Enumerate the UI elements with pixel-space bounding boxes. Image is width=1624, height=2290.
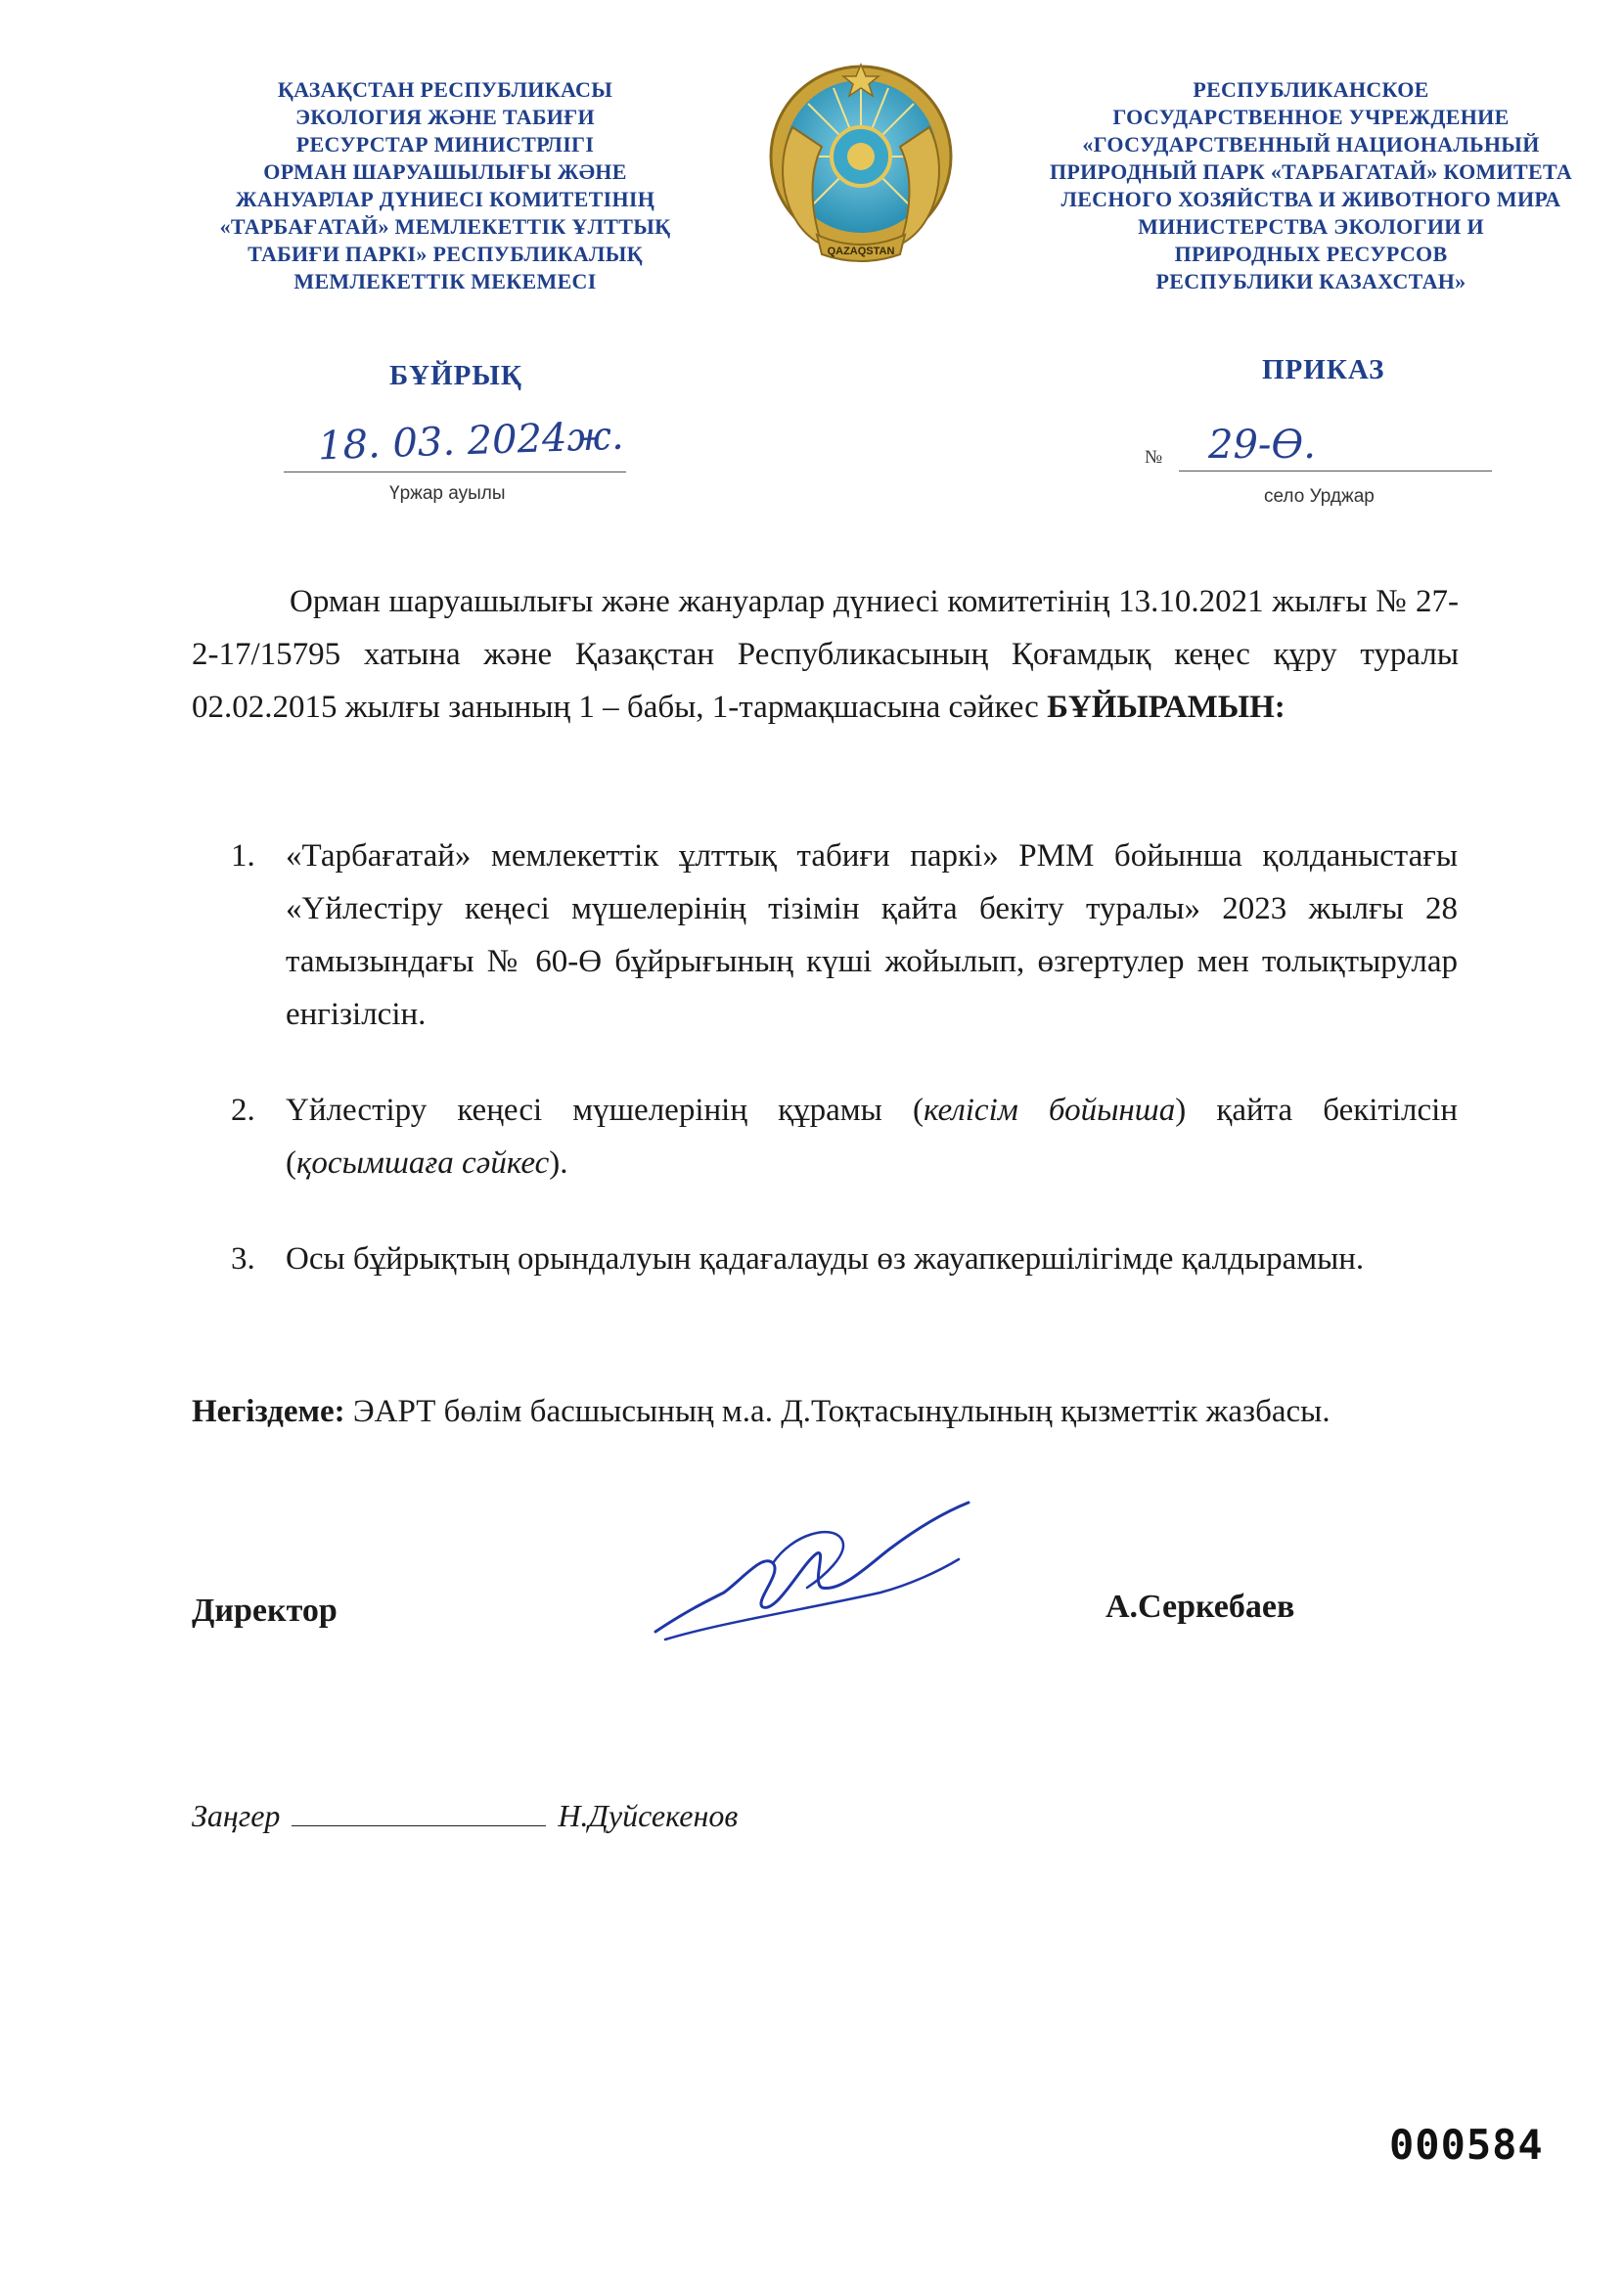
- basis-paragraph: [192, 1385, 1459, 1438]
- basis-label: Негіздеме:: [192, 1394, 345, 1429]
- lawyer-line: [192, 1798, 738, 1834]
- header-left-line: МЕМЛЕКЕТТІК МЕКЕМЕСІ: [293, 269, 597, 293]
- item-text-part: ).: [549, 1145, 568, 1181]
- header-left-line: РЕСУРСТАР МИНИСТРЛІГІ: [295, 132, 595, 157]
- item-text: Осы бұйрықтың орындалуын қадағалауды өз жауапкершілігімде қалдырамын.: [286, 1241, 1365, 1277]
- item-text-italic: қосымшаға сәйкес: [296, 1145, 550, 1181]
- header-right-line: ЛЕСНОГО ХОЗЯЙСТВА И ЖИВОТНОГО МИРА: [1060, 187, 1561, 211]
- header-left-line: ҚАЗАҚСТАН РЕСПУБЛИКАСЫ: [277, 77, 613, 102]
- intro-text: Орман шаруашылығы және жануарлар дүниесі комитетінің 13.10.2021 жылғы № 27-2-17/15795 хатына және Қазақстан Республикасының Қоғамдық кеңес құру туралы 02.02.2015 жылғы занының 1 – бабы, 1-тармақшасына сәйкес: [192, 584, 1459, 725]
- header-left-line: ЖАНУАРЛАР ДҮНИЕСІ КОМИТЕТІНІҢ: [235, 187, 655, 211]
- order-date: 18. 03. 2024ж.: [317, 413, 625, 470]
- header-right-line: МИНИСТЕРСТВА ЭКОЛОГИИ И: [1138, 214, 1484, 239]
- order-number: 29-Ө.: [1208, 423, 1316, 468]
- director-name: А.Серкебаев: [1105, 1589, 1295, 1625]
- date-underline: [284, 471, 626, 472]
- header-right-line: РЕСПУБЛИКИ КАЗАХСТАН»: [1155, 269, 1466, 293]
- director-title: Директор: [192, 1593, 338, 1629]
- number-sign: №: [1145, 447, 1163, 468]
- basis-text: ЭАРТ бөлім басшысының м.а. Д.Тоқтасынұлының қызметтік жазбасы.: [344, 1394, 1331, 1429]
- emblem-text: QAZAQSTAN: [827, 246, 895, 257]
- doc-type-kz: БҰЙРЫҚ: [389, 360, 522, 391]
- header-right-ru: [1037, 76, 1585, 295]
- header-right-line: ПРИРОДНЫХ РЕСУРСОВ: [1174, 242, 1448, 266]
- header-left-kz: [171, 76, 719, 295]
- item-text-italic: келісім бойынша: [923, 1093, 1176, 1128]
- signature-icon: [646, 1495, 978, 1651]
- item-text: «Тарбағатай» мемлекеттік ұлттық табиғи паркі» РММ бойынша қолданыстағы «Үйлестіру кеңесі мүшелерінің тізімін қайта бекіту туралы» 2023 жылғы 28 тамызындағы № 60-Ө бұйрығының күші жойылып, өзгертулер мен толықтырулар енгізілсін.: [286, 838, 1458, 1032]
- header-right-line: ГОСУДАРСТВЕННОЕ УЧРЕЖДЕНИЕ: [1112, 105, 1510, 129]
- place-ru: село Урджар: [1264, 486, 1375, 507]
- doc-type-ru: ПРИКАЗ: [1262, 354, 1385, 385]
- header-left-line: «ТАРБАҒАТАЙ» МЕМЛЕКЕТТІК ҰЛТТЫҚ: [219, 214, 671, 239]
- item-number: 2.: [231, 1093, 255, 1128]
- header-right-line: РЕСПУБЛИКАНСКОЕ: [1193, 77, 1429, 102]
- item-text-part: ) қайта бекітілсін (: [286, 1093, 1459, 1181]
- lawyer-signature-blank: [292, 1798, 546, 1826]
- header-left-line: ОРМАН ШАРУАШЫЛЫҒЫ ЖӘНЕ: [263, 159, 627, 184]
- item-text: [286, 1084, 1458, 1190]
- item-number: 3.: [231, 1241, 255, 1277]
- place-kz: Үржар ауылы: [389, 483, 506, 504]
- header-left-line: ТАБИҒИ ПАРКІ» РЕСПУБЛИКАЛЫҚ: [248, 242, 643, 266]
- intro-paragraph: [192, 575, 1459, 734]
- state-emblem-icon: [763, 59, 959, 284]
- intro-order-word: БҰЙЫРАМЫН:: [1047, 690, 1286, 725]
- serial-number: 000584: [1389, 2121, 1544, 2169]
- header-right-line: ПРИРОДНЫЙ ПАРК «ТАРБАГАТАЙ» КОМИТЕТА: [1049, 159, 1573, 184]
- order-item-1: [231, 830, 1458, 1041]
- lawyer-name: Н.Дуйсекенов: [558, 1798, 739, 1833]
- header-left-line: ЭКОЛОГИЯ ЖӘНЕ ТАБИҒИ: [295, 105, 595, 129]
- item-text-part: Үйлестіру кеңесі мүшелерінің құрамы (: [286, 1093, 924, 1128]
- order-item-2: [231, 1084, 1459, 1190]
- lawyer-title: Заңгер: [192, 1798, 281, 1833]
- item-number: 1.: [231, 838, 255, 874]
- header-right-line: «ГОСУДАРСТВЕННЫЙ НАЦИОНАЛЬНЫЙ: [1082, 132, 1540, 157]
- order-item-3: [231, 1233, 1458, 1285]
